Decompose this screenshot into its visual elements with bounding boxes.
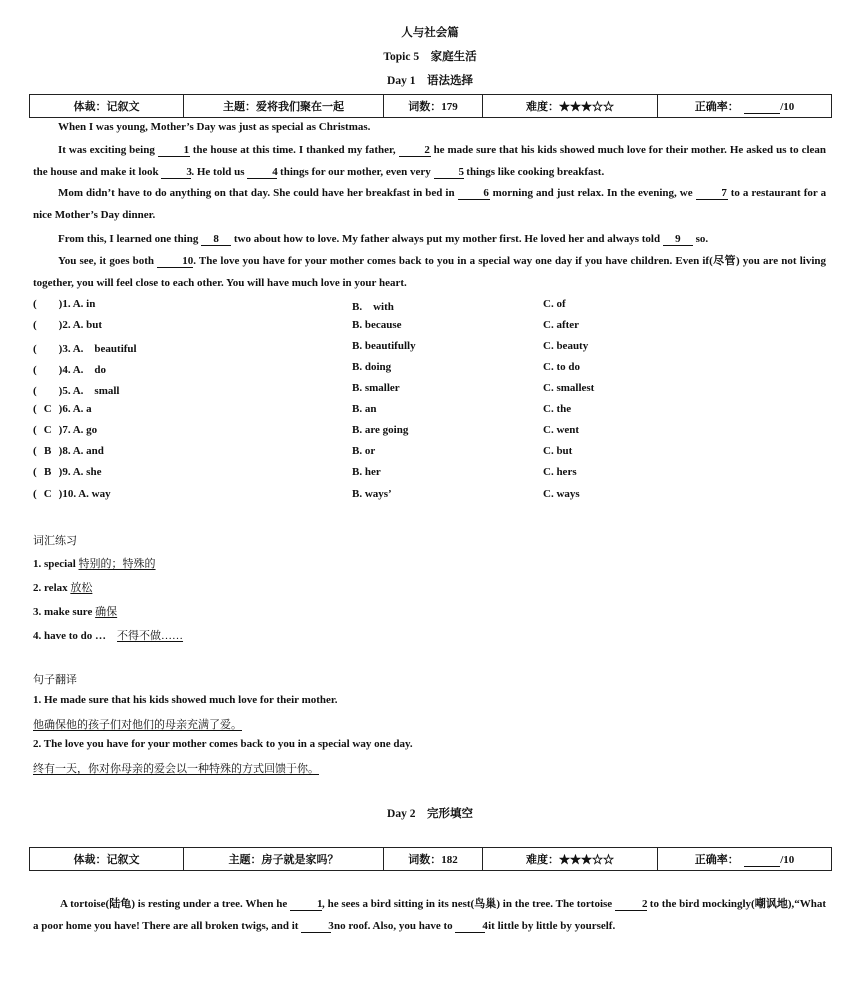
option-b: B. ways’ [352, 488, 392, 500]
section-title: 人与社会篇 [401, 27, 459, 39]
p5-text-a: You see, it goes both [58, 255, 155, 267]
option-c: C. ways [543, 488, 580, 500]
vocab-meaning: 放松 [70, 582, 93, 594]
vocab-term: 4. have to do … [33, 630, 107, 642]
question-2: ( )2. A. but [33, 319, 103, 331]
p2-line1-b: , [322, 898, 325, 910]
score-total: /10 [780, 101, 795, 113]
option-a: )4. A. do [58, 364, 107, 376]
blank-1: 1 [158, 144, 190, 157]
option-a: )3. A. beautiful [58, 343, 137, 355]
option-b: B. because [352, 319, 402, 331]
vocab-term: 1. special [33, 558, 76, 570]
blank-3: 3 [161, 166, 191, 179]
translation-en-2: 2. The love you have for your mother comes back to you in a special way one day. [33, 738, 413, 750]
translation-cn-1: 他确保他的孩子们对他们的母亲充满了爱。 [33, 719, 242, 731]
p5-text-c: are not living together, you will feel close to each other. You will have much love in your heart. [33, 255, 826, 289]
p2-line2-c: it little by little by yourself. [488, 919, 616, 932]
p2-line1-c: he sees a bird sitting in its nest(鸟巢) in the tree. The tortoise [327, 898, 613, 910]
p2-line2-b: no roof. Also, you have to [333, 919, 453, 932]
accuracy-cell [658, 95, 832, 118]
option-b: B. or [352, 445, 376, 457]
vocab-term: 2. relax [33, 582, 68, 594]
passage1-paragraph4 [58, 233, 708, 246]
question-10: ( C )10. A. way [33, 488, 111, 500]
answer-slot: C [43, 488, 52, 500]
passage1-paragraph1: When I was young, Mother’s Day was just as special as Christmas. [58, 121, 371, 133]
option-a: )8. A. and [58, 445, 104, 457]
p2-text-e: . He told us [191, 165, 245, 178]
theme-cell: 主题：爱将我们聚在一起 [184, 95, 384, 118]
question-7: ( C )7. A. go [33, 424, 98, 436]
word-count-cell: 词数：182 [384, 848, 483, 871]
p2-text-f: things for our mother, even very [280, 165, 431, 178]
p2-blank-3: 3 [301, 920, 331, 933]
option-b: B. her [352, 466, 381, 478]
p2-text-c: he made sure that his kids showed much love for their mother. He [433, 144, 744, 156]
p2-text-b: the house at this time. I thanked my father, [192, 144, 396, 156]
p2-blank-4: 4 [455, 920, 485, 933]
blank-9: 9 [663, 233, 693, 246]
question-1: ( )1. A. in [33, 298, 96, 310]
info-table-day2 [29, 847, 832, 871]
answer-slot: B [44, 445, 52, 457]
p2-line1-d: to the bird [649, 898, 700, 910]
option-a: )6. A. a [58, 403, 92, 415]
option-c: C. beauty [543, 340, 589, 352]
topic-title: Topic 5 家庭生活 [383, 51, 477, 63]
genre-cell: 体裁：记叙文 [30, 95, 184, 118]
vocab-item-2 [33, 579, 92, 595]
p4-text-a: From this, I learned one thing [58, 233, 199, 245]
p2-text-a: It was exciting being [58, 144, 155, 156]
option-b: B. are going [352, 424, 409, 436]
question-8: ( B )8. A. and [33, 445, 104, 457]
p2-blank-1: 1 [290, 898, 322, 911]
option-c: C. smallest [543, 382, 595, 394]
p2-blank-2: 2 [615, 898, 647, 911]
score-blank [744, 854, 780, 867]
vocab-meaning: 确保 [95, 606, 118, 618]
translation-en-1: 1. He made sure that his kids showed much love for their mother. [33, 694, 338, 706]
option-a: )9. A. she [58, 466, 102, 478]
blank-5: 5 [434, 166, 464, 179]
option-b: B. an [352, 403, 377, 415]
accuracy-label: 正确率： [694, 854, 734, 866]
option-b: B. smaller [352, 382, 400, 394]
option-c: C. after [543, 319, 580, 331]
answer-slot: B [44, 466, 52, 478]
option-b: B. doing [352, 361, 392, 373]
passage2-paragraph1 [33, 894, 826, 937]
blank-6: 6 [458, 187, 490, 200]
difficulty-cell: 难度：★★★☆☆ [483, 848, 658, 871]
passage1-paragraph2 [33, 140, 826, 183]
vocab-item-3 [33, 603, 117, 619]
info-table-day1 [29, 94, 832, 118]
vocab-item-4 [33, 627, 183, 643]
p2-text-g: things like cooking breakfast. [466, 165, 605, 178]
option-a: )10. A. way [58, 488, 111, 500]
option-c: C. of [543, 298, 566, 310]
question-6: ( C )6. A. a [33, 403, 92, 415]
day2-title: Day 2 完形填空 [387, 808, 473, 820]
day1-title: Day 1 语法选择 [387, 75, 473, 87]
score-blank [744, 101, 780, 114]
p3-text-d: restaurant for a nice Mother’s Day dinner. [33, 187, 827, 221]
accuracy-cell [658, 848, 832, 871]
question-3: ( )3. A. beautiful [33, 343, 137, 355]
option-a: )5. A. small [58, 385, 120, 397]
translation-title: 句子翻译 [33, 674, 77, 686]
option-c: C. the [543, 403, 572, 415]
question-4: ( )4. A. do [33, 364, 107, 376]
genre-cell: 体裁：记叙文 [30, 848, 184, 871]
p2-line1-a: A tortoise(陆龟) is resting under a tree. When he [60, 898, 288, 910]
translation-cn-2: 终有一天，你对你母亲的爱会以一种特殊的方式回馈于你。 [33, 763, 319, 775]
option-a: )7. A. go [58, 424, 98, 436]
vocab-meaning: 特别的；特殊的 [78, 558, 156, 570]
option-c: C. hers [543, 466, 577, 478]
option-c: C. to do [543, 361, 580, 373]
p4-text-b: two about how to love. My father always put my mother first. He loved her and always told [233, 233, 661, 245]
option-c: C. but [543, 445, 573, 457]
accuracy-label: 正确率： [694, 101, 734, 113]
p2-line2-a: mockingly(嘲讽地),“What a poor home you have! There are all broken twigs, and it [33, 898, 827, 932]
option-a: )2. A. but [58, 319, 103, 331]
answer-slot: C [43, 403, 52, 415]
p3-text-c: to a [730, 187, 749, 199]
option-b: B. beautifully [352, 340, 416, 352]
difficulty-cell: 难度：★★★☆☆ [483, 95, 658, 118]
passage1-paragraph5 [33, 251, 826, 294]
blank-4: 4 [247, 166, 277, 179]
question-9: ( B )9. A. she [33, 466, 102, 478]
p2-text-d: asked us to clean the house and make it look [33, 144, 827, 178]
option-a: )1. A. in [58, 298, 96, 310]
vocab-meaning: 不得不做…… [117, 630, 184, 642]
vocab-item-1 [33, 555, 156, 571]
option-b: B. with [352, 301, 394, 313]
score-total: /10 [780, 854, 795, 866]
p4-text-c: so. [695, 233, 709, 245]
passage1-paragraph3 [33, 183, 826, 226]
blank-2: 2 [399, 144, 431, 157]
option-c: C. went [543, 424, 580, 436]
question-5: ( )5. A. small [33, 385, 120, 397]
p3-text-a: Mom didn’t have to do anything on that day. She could have her breakfast in bed in [58, 187, 455, 199]
word-count-cell: 词数：179 [384, 95, 483, 118]
vocab-title: 词汇练习 [33, 535, 77, 547]
theme-cell: 主题：房子就是家吗？ [184, 848, 384, 871]
vocab-term: 3. make sure [33, 606, 93, 618]
p5-text-b: . The love you have for your mother comes back to you in a special way one day if you have children. Even if(尽管) you [193, 255, 760, 267]
p3-text-b: morning and just relax. In the evening, we [492, 187, 693, 199]
answer-slot: C [43, 424, 52, 436]
blank-8: 8 [201, 233, 231, 246]
blank-7: 7 [696, 187, 728, 200]
blank-10: 10 [157, 255, 193, 268]
